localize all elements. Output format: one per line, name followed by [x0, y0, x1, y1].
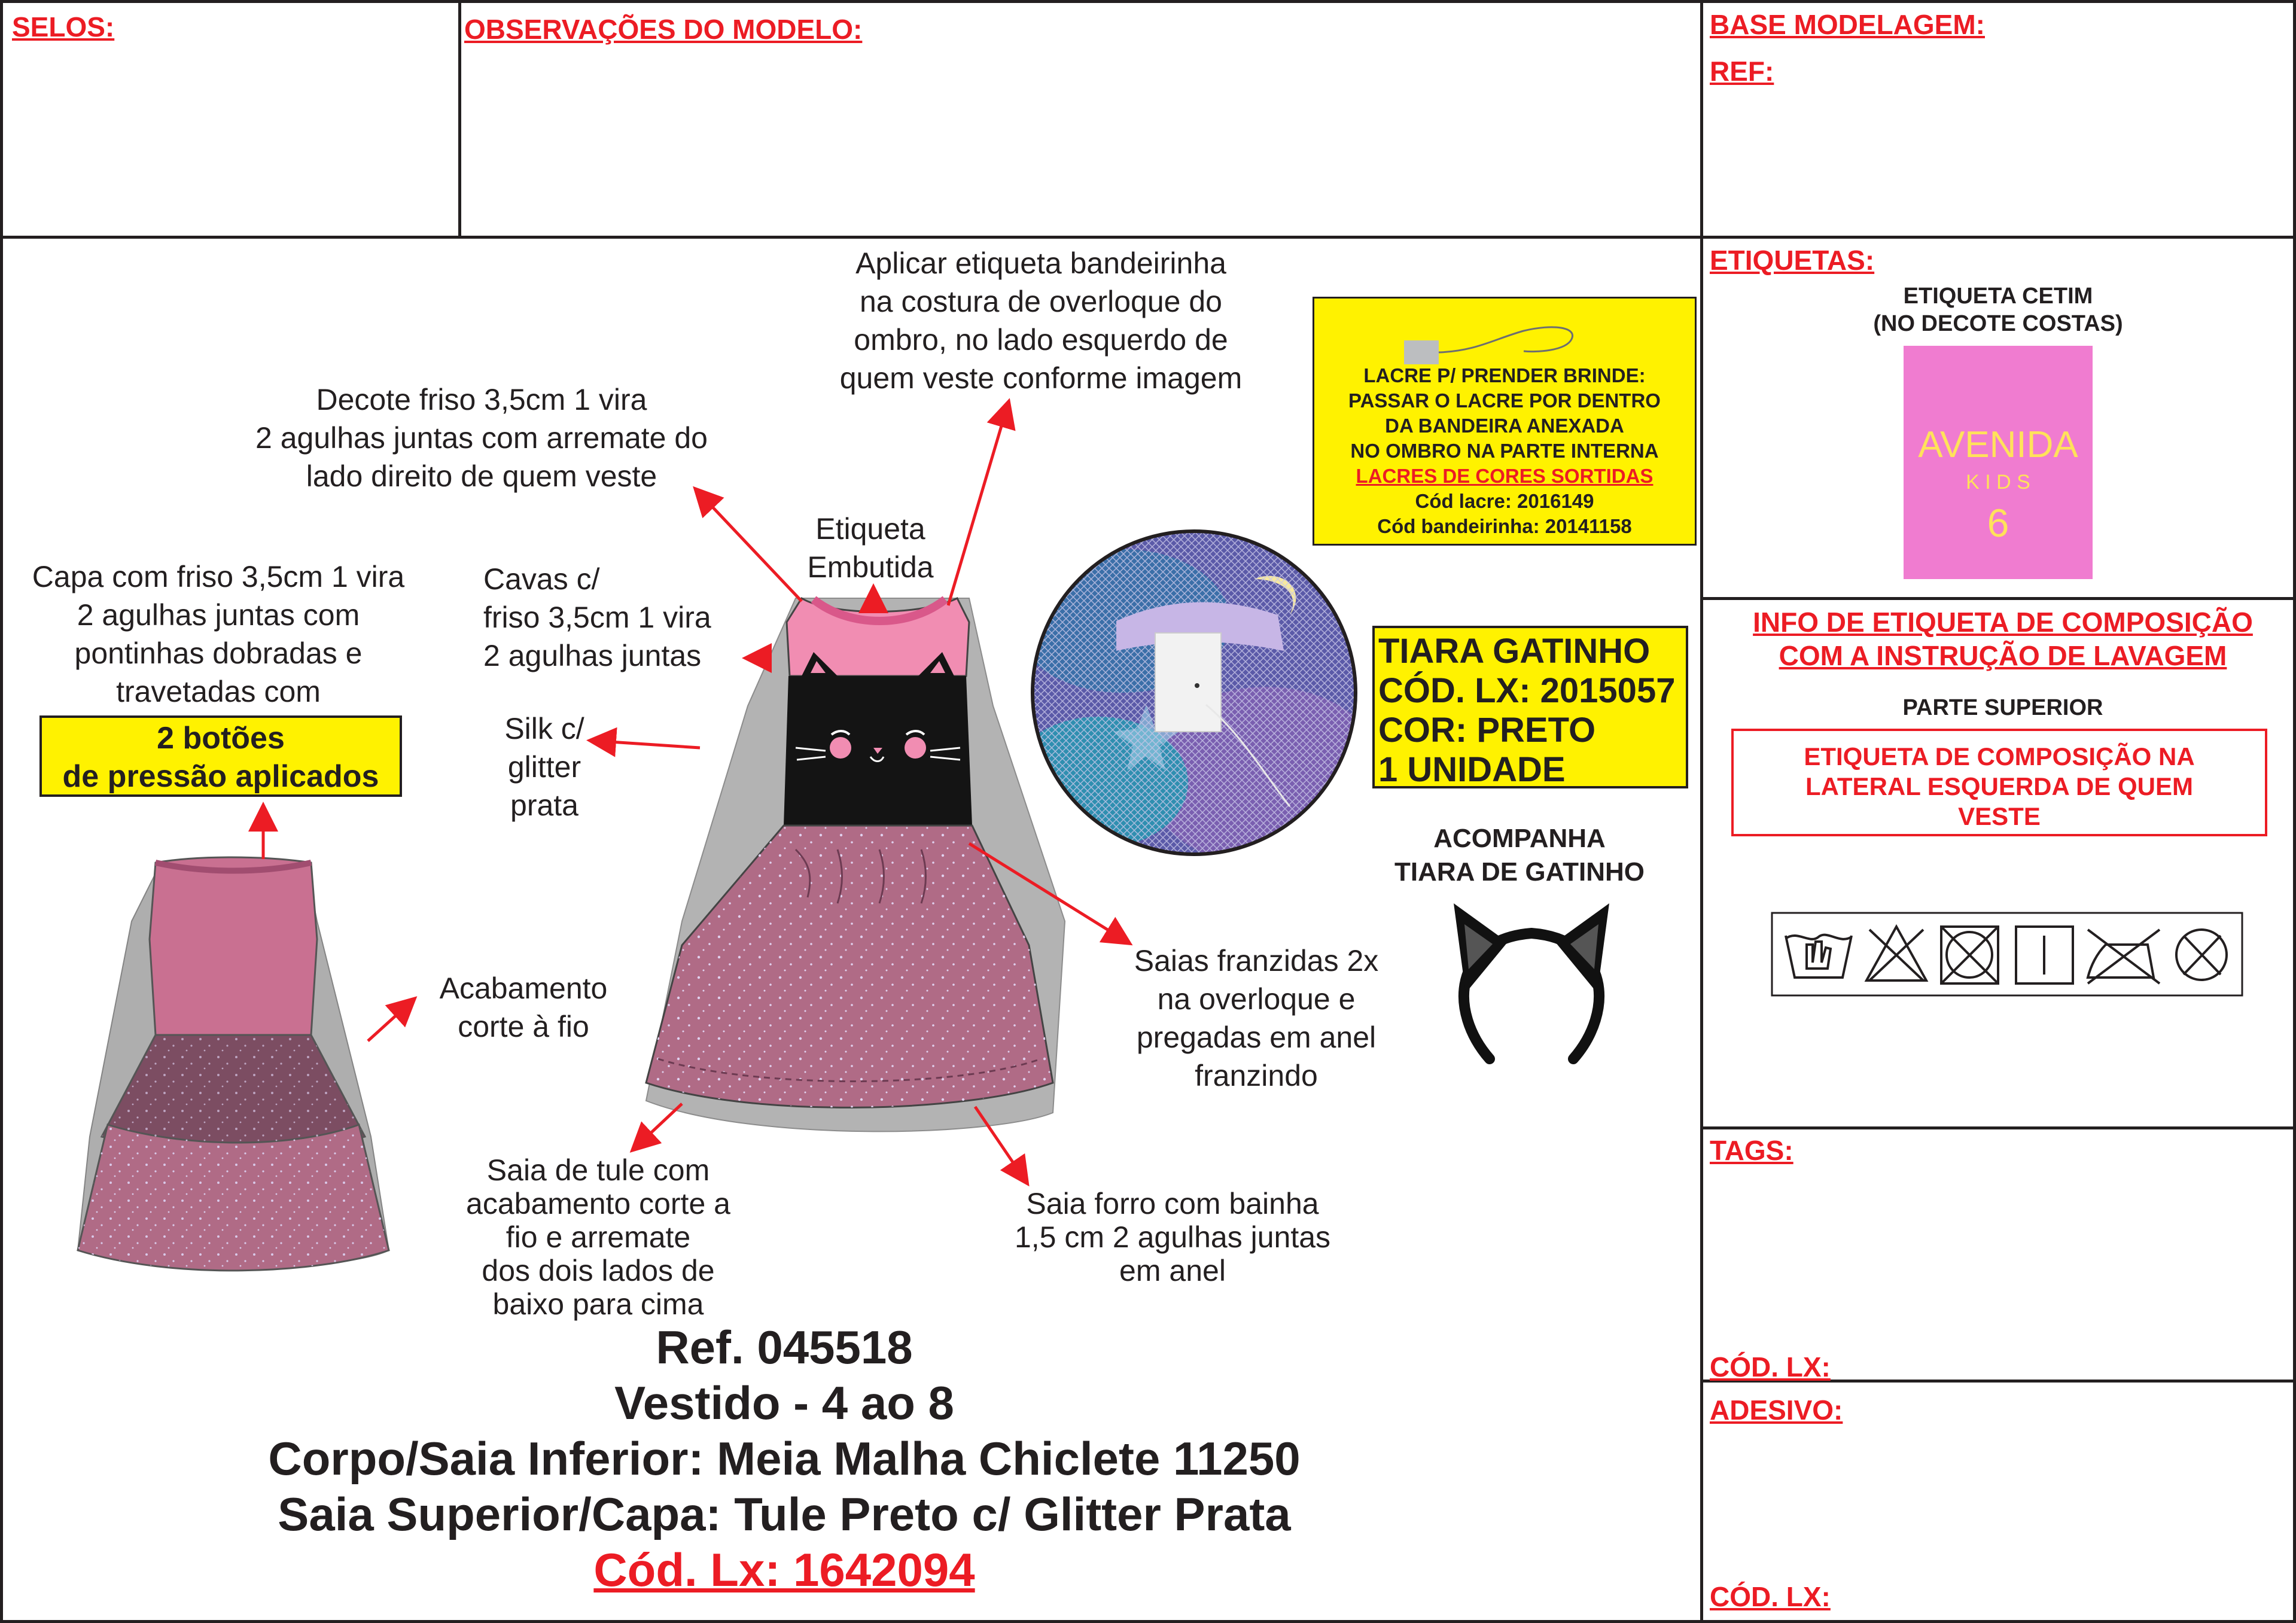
info-etiqueta-heading — [1711, 605, 2295, 672]
parte-superior-label: PARTE SUPERIOR — [1902, 695, 2103, 720]
product-code: Cód. Lx: 1642094 — [593, 1543, 975, 1596]
lacre-line-4: NO OMBRO NA PARTE INTERNA — [1350, 440, 1659, 462]
etiquetas-heading: ETIQUETAS: — [1710, 245, 1875, 276]
note-acabamento: Acabamento corte à fio — [439, 972, 608, 1043]
lacre-line-1: LACRE P/ PRENDER BRINDE: — [1363, 364, 1646, 386]
note-saias-franzidas: Saias franzidas 2x na overloque e pregadas em anel franzindo — [1134, 944, 1379, 1092]
note-saia-tule: Saia de tule com acabamento corte a fio e arremate dos dois lados de baixo para cima — [466, 1153, 730, 1321]
tags-heading: TAGS: — [1710, 1135, 1793, 1166]
tiara-line-4: 1 UNIDADE — [1378, 750, 1566, 789]
composicao-line-1: ETIQUETA DE COMPOSIÇÃO NA — [1804, 742, 2195, 771]
info-title-line-2: COM A INSTRUÇÃO DE LAVAGEM — [1779, 640, 2227, 671]
note-cavas: Cavas c/ friso 3,5cm 1 vira 2 agulhas juntas — [483, 562, 711, 672]
sidebar-divider-2 — [1700, 1126, 2296, 1129]
tiara-line-2: CÓD. LX: 2015057 — [1378, 671, 1676, 710]
composicao-line-3: VESTE — [1958, 802, 2041, 830]
label-sub: K I D S — [1966, 471, 2030, 494]
note-saia-forro: Saia forro com bainha 1,5 cm 2 agulhas juntas em anel — [1014, 1187, 1331, 1287]
base-modelagem-heading: BASE MODELAGEM: — [1710, 9, 1985, 40]
note-etiqueta-bandeirinha: Aplicar etiqueta bandeirinha na costura de overloque do ombro, no lado esquerdo de quem veste conforme imagem — [839, 246, 1243, 395]
lacre-cod: Cód lacre: 2016149 — [1415, 490, 1594, 512]
border-bottom — [0, 1620, 2296, 1623]
product-skirt-fabric: Saia Superior/Capa: Tule Preto c/ Glitter Prata — [278, 1488, 1291, 1540]
lacre-line-3: DA BANDEIRA ANEXADA — [1385, 415, 1624, 437]
cod-lx-heading-2: CÓD. LX: — [1710, 1581, 1831, 1612]
tiara-line-1: TIARA GATINHO — [1378, 632, 1651, 671]
acompanha-line-2: TIARA DE GATINHO — [1394, 857, 1645, 887]
product-ref: Ref. 045518 — [656, 1321, 913, 1374]
lacre-highlight: LACRES DE CORES SORTIDAS — [1356, 465, 1654, 487]
observacoes-heading: OBSERVAÇÕES DO MODELO: — [464, 14, 863, 45]
etiqueta-cetim-line-1: ETIQUETA CETIM — [1903, 284, 2093, 309]
adesivo-heading: ADESIVO: — [1710, 1394, 1843, 1426]
composicao-line-2: LATERAL ESQUERDA DE QUEM — [1805, 772, 2193, 800]
info-title-line-1: INFO DE ETIQUETA DE COMPOSIÇÃO — [1753, 607, 2253, 638]
product-body-fabric: Corpo/Saia Inferior: Meia Malha Chiclete 11250 — [268, 1432, 1301, 1485]
label-size: 6 — [1987, 501, 2009, 545]
botoes-line-1: 2 botões — [157, 721, 285, 756]
lacre-line-2: PASSAR O LACRE POR DENTRO — [1348, 389, 1661, 412]
cod-lx-heading-1: CÓD. LX: — [1710, 1351, 1831, 1383]
tiara-line-3: COR: PRETO — [1378, 711, 1596, 750]
botoes-line-2: de pressão aplicados — [62, 759, 379, 794]
ref-heading: REF: — [1710, 56, 1774, 87]
lacre-cod-bandeirinha: Cód bandeirinha: 20141158 — [1377, 515, 1632, 537]
etiqueta-cetim-text — [1831, 282, 2166, 337]
note-capa: Capa com friso 3,5cm 1 vira 2 agulhas juntas com pontinhas dobradas e travetadas com — [32, 560, 405, 708]
product-name: Vestido - 4 ao 8 — [614, 1377, 954, 1429]
composicao-box — [1731, 729, 2267, 836]
care-symbols — [1771, 912, 2243, 997]
satin-label — [1904, 346, 2093, 579]
etiqueta-cetim-line-2: (NO DECOTE COSTAS) — [1873, 311, 2123, 336]
acompanha-line-1: ACOMPANHA — [1433, 824, 1606, 853]
product-info — [0, 1320, 1700, 1598]
label-brand: AVENIDA — [1918, 424, 2078, 465]
selos-heading: SELOS: — [12, 11, 115, 42]
note-etiqueta-embutida: Etiqueta Embutida — [807, 512, 934, 584]
sidebar-divider-1 — [1700, 597, 2296, 600]
note-decote: Decote friso 3,5cm 1 vira 2 agulhas juntas com arremate do lado direito de quem veste — [255, 383, 708, 493]
note-silk: Silk c/ glitter prata — [504, 712, 584, 822]
